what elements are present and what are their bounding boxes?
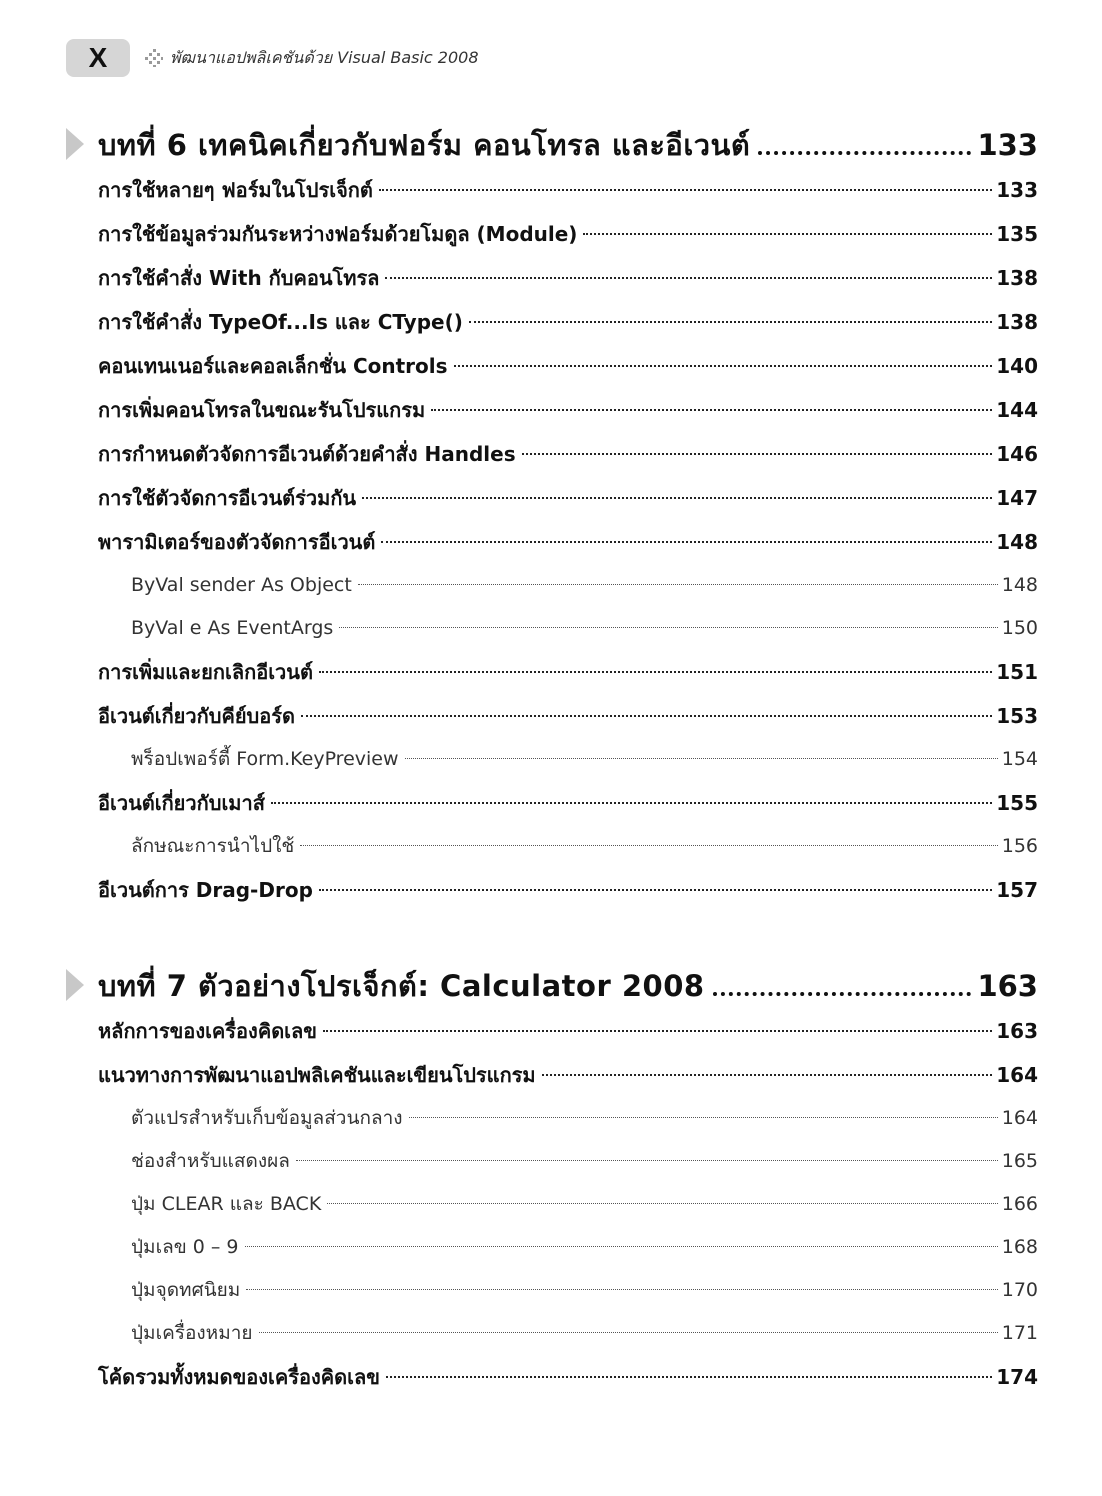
entry-page: 146 xyxy=(996,442,1038,466)
leader-dots xyxy=(271,802,992,804)
toc-entry[interactable] xyxy=(66,476,1038,520)
toc-subentry[interactable] xyxy=(66,1140,1038,1183)
entry-title: ช่องสำหรับแสดงผล xyxy=(131,1150,290,1172)
entry-page: 148 xyxy=(1001,574,1038,596)
leader-dots xyxy=(454,365,993,367)
toc-entry[interactable] xyxy=(66,520,1038,564)
entry-page: 168 xyxy=(1001,1236,1038,1258)
entry-page: 154 xyxy=(1001,748,1038,770)
toc-entry[interactable] xyxy=(66,256,1038,300)
checker-diamond-icon xyxy=(144,48,164,68)
entry-title: ปุ่ม CLEAR และ BACK xyxy=(131,1193,322,1215)
toc-entry[interactable] xyxy=(66,868,1038,912)
entry-title: การเพิ่มคอนโทรลในขณะรันโปรแกรม xyxy=(98,398,426,422)
leader-dots xyxy=(405,758,998,759)
leader-dots xyxy=(319,671,992,673)
entry-title: พารามิเตอร์ของตัวจัดการอีเวนต์ xyxy=(98,530,376,554)
entry-page: 170 xyxy=(1001,1279,1038,1301)
leader-dots xyxy=(245,1246,998,1247)
entry-title: ตัวแปรสำหรับเก็บข้อมูลส่วนกลาง xyxy=(131,1107,403,1129)
entry-title: การใช้คำสั่ง With กับคอนโทรล xyxy=(98,266,380,290)
toc-subentry[interactable] xyxy=(66,738,1038,781)
entry-page: 150 xyxy=(1001,617,1038,639)
entry-page: 147 xyxy=(996,486,1038,510)
toc-chapter-6 xyxy=(66,112,1038,912)
leader-dots xyxy=(362,497,992,499)
entry-title: ลักษณะการนำไปใช้ xyxy=(131,835,295,857)
toc-subentry[interactable] xyxy=(66,1312,1038,1355)
entry-title: ปุ่มจุดทศนิยม xyxy=(131,1279,241,1301)
entry-title: อีเวนต์เกี่ยวกับเมาส์ xyxy=(98,791,265,815)
leader-dots xyxy=(431,409,992,411)
leader-dots xyxy=(758,151,971,155)
entry-title: อีเวนต์เกี่ยวกับคีย์บอร์ด xyxy=(98,704,295,728)
toc-subentry[interactable] xyxy=(66,1097,1038,1140)
page-number-badge: X xyxy=(66,39,130,77)
book-title: พัฒนาแอปพลิเคชันด้วย Visual Basic 2008 xyxy=(170,47,479,67)
leader-dots xyxy=(259,1332,998,1333)
entry-title: การใช้หลายๆ ฟอร์มในโปรเจ็กต์ xyxy=(98,178,373,202)
toc-subentry[interactable] xyxy=(66,1183,1038,1226)
leader-dots xyxy=(358,584,998,585)
toc-subentry[interactable] xyxy=(66,607,1038,650)
entry-page: 153 xyxy=(996,704,1038,728)
chapter-page: 133 xyxy=(977,128,1038,162)
leader-dots xyxy=(386,1376,992,1378)
chapter-title: บทที่ 6 เทคนิคเกี่ยวกับฟอร์ม คอนโทรล และอีเวนต์ xyxy=(98,128,751,162)
leader-dots xyxy=(319,889,992,891)
toc-entry[interactable] xyxy=(66,432,1038,476)
toc-entry[interactable] xyxy=(66,694,1038,738)
leader-dots xyxy=(246,1289,997,1290)
entry-page: 156 xyxy=(1001,835,1038,857)
leader-dots xyxy=(381,541,992,543)
leader-dots xyxy=(469,321,992,323)
entry-page: 148 xyxy=(996,530,1038,554)
entry-title: การใช้ข้อมูลร่วมกันระหว่างฟอร์มด้วยโมดูล (Module) xyxy=(98,222,578,246)
entry-title: โค้ดรวมทั้งหมดของเครื่องคิดเลข xyxy=(98,1365,380,1389)
leader-dots xyxy=(323,1030,992,1032)
entry-page: 151 xyxy=(996,660,1038,684)
entry-page: 138 xyxy=(996,266,1038,290)
toc-subentry[interactable] xyxy=(66,564,1038,607)
entry-page: 144 xyxy=(996,398,1038,422)
toc-entry[interactable] xyxy=(66,650,1038,694)
entry-title: หลักการของเครื่องคิดเลข xyxy=(98,1019,317,1043)
entry-page: 165 xyxy=(1001,1150,1038,1172)
leader-dots xyxy=(385,277,992,279)
entry-title: การกำหนดตัวจัดการอีเวนต์ด้วยคำสั่ง Handles xyxy=(98,442,516,466)
entry-page: 164 xyxy=(996,1063,1038,1087)
toc-entry[interactable] xyxy=(66,212,1038,256)
leader-dots xyxy=(522,453,993,455)
entry-page: 157 xyxy=(996,878,1038,902)
toc-subentry[interactable] xyxy=(66,1269,1038,1312)
chapter-page: 163 xyxy=(977,969,1038,1003)
entry-title: การใช้คำสั่ง TypeOf...Is และ CType() xyxy=(98,310,463,334)
entry-page: 133 xyxy=(996,178,1038,202)
toc-chapter-7 xyxy=(66,953,1038,1399)
entry-page: 171 xyxy=(1001,1322,1038,1344)
entry-page: 166 xyxy=(1001,1193,1038,1215)
entry-title: การใช้ตัวจัดการอีเวนต์ร่วมกัน xyxy=(98,486,357,510)
toc-entry[interactable] xyxy=(66,168,1038,212)
leader-dots xyxy=(713,992,972,996)
entry-page: 135 xyxy=(996,222,1038,246)
entry-title: แนวทางการพัฒนาแอปพลิเคชันและเขียนโปรแกรม xyxy=(98,1063,536,1087)
entry-title: การเพิ่มและยกเลิกอีเวนต์ xyxy=(98,660,313,684)
entry-page: 164 xyxy=(1001,1107,1038,1129)
entry-page: 155 xyxy=(996,791,1038,815)
entry-title: คอนเทนเนอร์และคอลเล็กชั่น Controls xyxy=(98,354,448,378)
chapter-arrow-icon xyxy=(66,128,84,160)
toc-entry[interactable] xyxy=(66,300,1038,344)
entry-title: ByVal sender As Object xyxy=(131,574,352,596)
entry-title: พร็อปเพอร์ตี้ Form.KeyPreview xyxy=(131,748,399,770)
leader-dots xyxy=(583,233,992,235)
chapter-heading[interactable] xyxy=(66,953,1038,1009)
leader-dots xyxy=(327,1203,997,1204)
leader-dots xyxy=(409,1117,998,1118)
toc-entry[interactable] xyxy=(66,1053,1038,1097)
leader-dots xyxy=(296,1160,998,1161)
toc-entry[interactable] xyxy=(66,344,1038,388)
entry-page: 140 xyxy=(996,354,1038,378)
entry-page: 174 xyxy=(996,1365,1038,1389)
chapter-title: บทที่ 7 ตัวอย่างโปรเจ็กต์: Calculator 2008 xyxy=(98,969,705,1003)
chapter-arrow-icon xyxy=(66,969,84,1001)
toc-entry[interactable] xyxy=(66,1355,1038,1399)
entry-title: ByVal e As EventArgs xyxy=(131,617,334,639)
leader-dots xyxy=(542,1074,993,1076)
entry-page: 138 xyxy=(996,310,1038,334)
toc-subentry[interactable] xyxy=(66,1226,1038,1269)
leader-dots xyxy=(301,715,992,717)
chapter-heading[interactable] xyxy=(66,112,1038,168)
entry-title: ปุ่มเลข 0 – 9 xyxy=(131,1236,239,1258)
leader-dots xyxy=(379,189,992,191)
entry-title: อีเวนต์การ Drag-Drop xyxy=(98,878,313,902)
leader-dots xyxy=(300,845,997,846)
entry-page: 163 xyxy=(996,1019,1038,1043)
toc-entry[interactable] xyxy=(66,388,1038,432)
page-header xyxy=(66,38,479,78)
toc-entry[interactable] xyxy=(66,781,1038,825)
leader-dots xyxy=(339,627,997,628)
entry-title: ปุ่มเครื่องหมาย xyxy=(131,1322,253,1344)
toc-subentry[interactable] xyxy=(66,825,1038,868)
toc-entry[interactable] xyxy=(66,1009,1038,1053)
